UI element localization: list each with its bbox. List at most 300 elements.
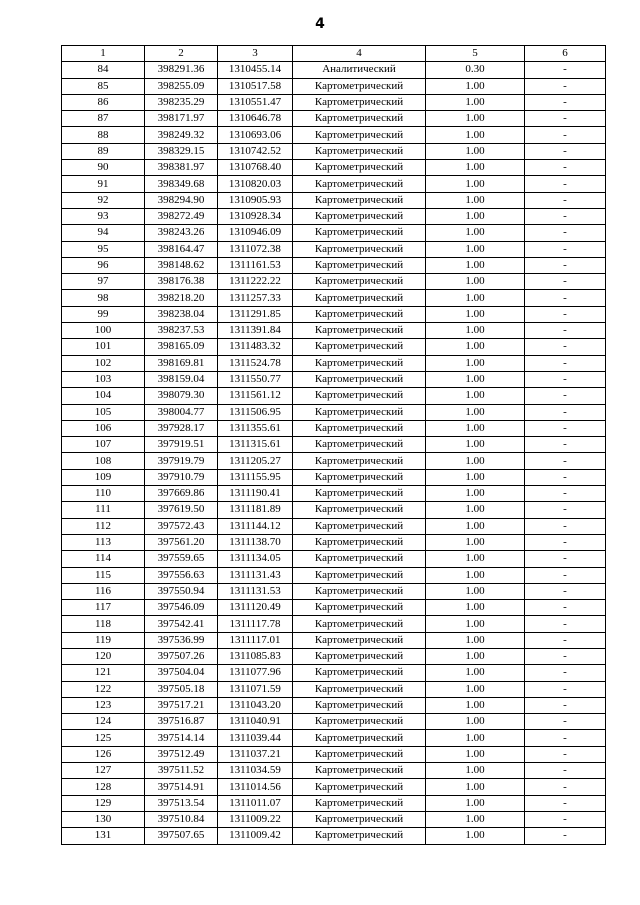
note-cell: -: [525, 811, 606, 827]
note-cell: -: [525, 616, 606, 632]
method-cell: Картометрический: [293, 111, 426, 127]
note-cell: -: [525, 306, 606, 322]
table-row: [62, 306, 606, 322]
table-row: [62, 355, 606, 371]
x-coordinate-cell: 398349.68: [145, 176, 218, 192]
table-row: [62, 616, 606, 632]
x-coordinate-cell: 398165.09: [145, 339, 218, 355]
note-cell: -: [525, 404, 606, 420]
method-cell: Картометрический: [293, 323, 426, 339]
coordinates-table: [61, 45, 606, 845]
accuracy-cell: 1.00: [426, 779, 525, 795]
y-coordinate-cell: 1310946.09: [218, 225, 293, 241]
accuracy-cell: 1.00: [426, 714, 525, 730]
method-cell: Картометрический: [293, 746, 426, 762]
y-coordinate-cell: 1311077.96: [218, 665, 293, 681]
y-coordinate-cell: 1310820.03: [218, 176, 293, 192]
accuracy-cell: 1.00: [426, 600, 525, 616]
point-number-cell: 105: [62, 404, 145, 420]
accuracy-cell: 1.00: [426, 160, 525, 176]
x-coordinate-cell: 398218.20: [145, 290, 218, 306]
note-cell: -: [525, 665, 606, 681]
method-cell: Картометрический: [293, 486, 426, 502]
x-coordinate-cell: 397619.50: [145, 502, 218, 518]
note-cell: -: [525, 697, 606, 713]
table-row: [62, 94, 606, 110]
accuracy-cell: 1.00: [426, 648, 525, 664]
column-header: 5: [426, 46, 525, 62]
accuracy-cell: 1.00: [426, 453, 525, 469]
accuracy-cell: 1.00: [426, 828, 525, 844]
y-coordinate-cell: 1311291.85: [218, 306, 293, 322]
method-cell: Картометрический: [293, 208, 426, 224]
y-coordinate-cell: 1311144.12: [218, 518, 293, 534]
accuracy-cell: 1.00: [426, 274, 525, 290]
y-coordinate-cell: 1311072.38: [218, 241, 293, 257]
accuracy-cell: 1.00: [426, 583, 525, 599]
accuracy-cell: 1.00: [426, 420, 525, 436]
y-coordinate-cell: 1311155.95: [218, 469, 293, 485]
note-cell: -: [525, 828, 606, 844]
x-coordinate-cell: 398243.26: [145, 225, 218, 241]
point-number-cell: 130: [62, 811, 145, 827]
table-row: [62, 127, 606, 143]
column-header: 2: [145, 46, 218, 62]
method-cell: Картометрический: [293, 763, 426, 779]
method-cell: Картометрический: [293, 257, 426, 273]
method-cell: Картометрический: [293, 225, 426, 241]
x-coordinate-cell: 398255.09: [145, 78, 218, 94]
note-cell: -: [525, 763, 606, 779]
page-number: 4: [315, 16, 325, 32]
column-header: 4: [293, 46, 426, 62]
y-coordinate-cell: 1311561.12: [218, 388, 293, 404]
table-row: [62, 208, 606, 224]
note-cell: -: [525, 127, 606, 143]
point-number-cell: 120: [62, 648, 145, 664]
table-row: [62, 274, 606, 290]
x-coordinate-cell: 398329.15: [145, 143, 218, 159]
point-number-cell: 126: [62, 746, 145, 762]
y-coordinate-cell: 1311117.01: [218, 632, 293, 648]
method-cell: Картометрический: [293, 600, 426, 616]
method-cell: Картометрический: [293, 404, 426, 420]
x-coordinate-cell: 397511.52: [145, 763, 218, 779]
table-row: [62, 681, 606, 697]
table-row: [62, 388, 606, 404]
point-number-cell: 113: [62, 534, 145, 550]
point-number-cell: 108: [62, 453, 145, 469]
point-number-cell: 97: [62, 274, 145, 290]
note-cell: -: [525, 502, 606, 518]
point-number-cell: 92: [62, 192, 145, 208]
table-row: [62, 779, 606, 795]
y-coordinate-cell: 1311131.53: [218, 583, 293, 599]
method-cell: Картометрический: [293, 502, 426, 518]
method-cell: Картометрический: [293, 437, 426, 453]
note-cell: -: [525, 779, 606, 795]
y-coordinate-cell: 1311257.33: [218, 290, 293, 306]
y-coordinate-cell: 1311524.78: [218, 355, 293, 371]
column-header: 1: [62, 46, 145, 62]
method-cell: Картометрический: [293, 241, 426, 257]
x-coordinate-cell: 397919.51: [145, 437, 218, 453]
point-number-cell: 103: [62, 371, 145, 387]
table-row: [62, 323, 606, 339]
x-coordinate-cell: 398294.90: [145, 192, 218, 208]
point-number-cell: 93: [62, 208, 145, 224]
y-coordinate-cell: 1311315.61: [218, 437, 293, 453]
method-cell: Картометрический: [293, 681, 426, 697]
note-cell: -: [525, 388, 606, 404]
note-cell: -: [525, 746, 606, 762]
y-coordinate-cell: 1311391.84: [218, 323, 293, 339]
point-number-cell: 110: [62, 486, 145, 502]
y-coordinate-cell: 1311134.05: [218, 551, 293, 567]
x-coordinate-cell: 397572.43: [145, 518, 218, 534]
accuracy-cell: 1.00: [426, 469, 525, 485]
method-cell: Картометрический: [293, 469, 426, 485]
note-cell: -: [525, 355, 606, 371]
note-cell: -: [525, 225, 606, 241]
y-coordinate-cell: 1310742.52: [218, 143, 293, 159]
method-cell: Картометрический: [293, 388, 426, 404]
x-coordinate-cell: 397546.09: [145, 600, 218, 616]
table-row: [62, 437, 606, 453]
y-coordinate-cell: 1310646.78: [218, 111, 293, 127]
note-cell: -: [525, 600, 606, 616]
x-coordinate-cell: 398171.97: [145, 111, 218, 127]
point-number-cell: 84: [62, 62, 145, 78]
table-row: [62, 339, 606, 355]
accuracy-cell: 1.00: [426, 78, 525, 94]
accuracy-cell: 1.00: [426, 616, 525, 632]
note-cell: -: [525, 160, 606, 176]
x-coordinate-cell: 398159.04: [145, 371, 218, 387]
accuracy-cell: 1.00: [426, 192, 525, 208]
method-cell: Картометрический: [293, 551, 426, 567]
point-number-cell: 127: [62, 763, 145, 779]
method-cell: Картометрический: [293, 143, 426, 159]
note-cell: -: [525, 241, 606, 257]
y-coordinate-cell: 1311037.21: [218, 746, 293, 762]
accuracy-cell: 1.00: [426, 176, 525, 192]
table-row: [62, 730, 606, 746]
accuracy-cell: 1.00: [426, 127, 525, 143]
y-coordinate-cell: 1311014.56: [218, 779, 293, 795]
method-cell: Картометрический: [293, 290, 426, 306]
y-coordinate-cell: 1311506.95: [218, 404, 293, 420]
y-coordinate-cell: 1310905.93: [218, 192, 293, 208]
x-coordinate-cell: 398079.30: [145, 388, 218, 404]
point-number-cell: 90: [62, 160, 145, 176]
accuracy-cell: 1.00: [426, 225, 525, 241]
x-coordinate-cell: 397561.20: [145, 534, 218, 550]
y-coordinate-cell: 1311071.59: [218, 681, 293, 697]
table-row: [62, 518, 606, 534]
accuracy-cell: 1.00: [426, 502, 525, 518]
x-coordinate-cell: 397507.65: [145, 828, 218, 844]
y-coordinate-cell: 1311355.61: [218, 420, 293, 436]
table-row: [62, 795, 606, 811]
accuracy-cell: 1.00: [426, 111, 525, 127]
method-cell: Картометрический: [293, 811, 426, 827]
y-coordinate-cell: 1311085.83: [218, 648, 293, 664]
y-coordinate-cell: 1311190.41: [218, 486, 293, 502]
method-cell: Картометрический: [293, 78, 426, 94]
x-coordinate-cell: 398381.97: [145, 160, 218, 176]
point-number-cell: 129: [62, 795, 145, 811]
accuracy-cell: 1.00: [426, 339, 525, 355]
point-number-cell: 106: [62, 420, 145, 436]
note-cell: -: [525, 323, 606, 339]
x-coordinate-cell: 397504.04: [145, 665, 218, 681]
note-cell: -: [525, 681, 606, 697]
y-coordinate-cell: 1311039.44: [218, 730, 293, 746]
table-row: [62, 632, 606, 648]
note-cell: -: [525, 518, 606, 534]
y-coordinate-cell: 1311222.22: [218, 274, 293, 290]
table-row: [62, 143, 606, 159]
accuracy-cell: 1.00: [426, 323, 525, 339]
x-coordinate-cell: 397514.14: [145, 730, 218, 746]
x-coordinate-cell: 397542.41: [145, 616, 218, 632]
point-number-cell: 88: [62, 127, 145, 143]
accuracy-cell: 1.00: [426, 486, 525, 502]
x-coordinate-cell: 398004.77: [145, 404, 218, 420]
table-row: [62, 551, 606, 567]
table-row: [62, 62, 606, 78]
note-cell: -: [525, 274, 606, 290]
table-row: [62, 811, 606, 827]
y-coordinate-cell: 1311205.27: [218, 453, 293, 469]
accuracy-cell: 1.00: [426, 437, 525, 453]
note-cell: -: [525, 583, 606, 599]
accuracy-cell: 1.00: [426, 746, 525, 762]
accuracy-cell: 1.00: [426, 534, 525, 550]
point-number-cell: 102: [62, 355, 145, 371]
y-coordinate-cell: 1310551.47: [218, 94, 293, 110]
x-coordinate-cell: 398291.36: [145, 62, 218, 78]
point-number-cell: 123: [62, 697, 145, 713]
accuracy-cell: 1.00: [426, 730, 525, 746]
accuracy-cell: 1.00: [426, 290, 525, 306]
point-number-cell: 86: [62, 94, 145, 110]
x-coordinate-cell: 397928.17: [145, 420, 218, 436]
note-cell: -: [525, 648, 606, 664]
table-row: [62, 453, 606, 469]
method-cell: Картометрический: [293, 665, 426, 681]
y-coordinate-cell: 1311181.89: [218, 502, 293, 518]
note-cell: -: [525, 567, 606, 583]
table-row: [62, 192, 606, 208]
point-number-cell: 91: [62, 176, 145, 192]
note-cell: -: [525, 420, 606, 436]
note-cell: -: [525, 714, 606, 730]
y-coordinate-cell: 1311040.91: [218, 714, 293, 730]
point-number-cell: 114: [62, 551, 145, 567]
table-row: [62, 763, 606, 779]
method-cell: Картометрический: [293, 176, 426, 192]
note-cell: -: [525, 78, 606, 94]
table-header-row: [62, 46, 606, 62]
table-row: [62, 714, 606, 730]
point-number-cell: 131: [62, 828, 145, 844]
point-number-cell: 100: [62, 323, 145, 339]
table-row: [62, 600, 606, 616]
accuracy-cell: 1.00: [426, 355, 525, 371]
note-cell: -: [525, 176, 606, 192]
accuracy-cell: 1.00: [426, 551, 525, 567]
method-cell: Картометрический: [293, 795, 426, 811]
point-number-cell: 122: [62, 681, 145, 697]
note-cell: -: [525, 62, 606, 78]
table-row: [62, 225, 606, 241]
y-coordinate-cell: 1310928.34: [218, 208, 293, 224]
x-coordinate-cell: 397510.84: [145, 811, 218, 827]
x-coordinate-cell: 397514.91: [145, 779, 218, 795]
note-cell: -: [525, 94, 606, 110]
note-cell: -: [525, 795, 606, 811]
note-cell: -: [525, 437, 606, 453]
method-cell: Картометрический: [293, 453, 426, 469]
table-row: [62, 371, 606, 387]
table-body: [62, 62, 606, 844]
y-coordinate-cell: 1311131.43: [218, 567, 293, 583]
accuracy-cell: 1.00: [426, 306, 525, 322]
point-number-cell: 111: [62, 502, 145, 518]
table-row: [62, 665, 606, 681]
point-number-cell: 104: [62, 388, 145, 404]
column-header: 3: [218, 46, 293, 62]
x-coordinate-cell: 398164.47: [145, 241, 218, 257]
method-cell: Картометрический: [293, 632, 426, 648]
accuracy-cell: 1.00: [426, 257, 525, 273]
point-number-cell: 124: [62, 714, 145, 730]
point-number-cell: 109: [62, 469, 145, 485]
point-number-cell: 98: [62, 290, 145, 306]
accuracy-cell: 1.00: [426, 795, 525, 811]
method-cell: Картометрический: [293, 583, 426, 599]
method-cell: Картометрический: [293, 567, 426, 583]
x-coordinate-cell: 398169.81: [145, 355, 218, 371]
accuracy-cell: 1.00: [426, 697, 525, 713]
note-cell: -: [525, 208, 606, 224]
table-row: [62, 469, 606, 485]
y-coordinate-cell: 1311117.78: [218, 616, 293, 632]
x-coordinate-cell: 397513.54: [145, 795, 218, 811]
x-coordinate-cell: 398176.38: [145, 274, 218, 290]
point-number-cell: 94: [62, 225, 145, 241]
method-cell: Картометрический: [293, 420, 426, 436]
x-coordinate-cell: 397512.49: [145, 746, 218, 762]
table-row: [62, 567, 606, 583]
point-number-cell: 96: [62, 257, 145, 273]
table-row: [62, 502, 606, 518]
y-coordinate-cell: 1311550.77: [218, 371, 293, 387]
method-cell: Картометрический: [293, 339, 426, 355]
y-coordinate-cell: 1310693.06: [218, 127, 293, 143]
table-row: [62, 746, 606, 762]
note-cell: -: [525, 290, 606, 306]
method-cell: Картометрический: [293, 648, 426, 664]
accuracy-cell: 1.00: [426, 518, 525, 534]
point-number-cell: 119: [62, 632, 145, 648]
accuracy-cell: 1.00: [426, 388, 525, 404]
accuracy-cell: 1.00: [426, 681, 525, 697]
note-cell: -: [525, 486, 606, 502]
point-number-cell: 87: [62, 111, 145, 127]
x-coordinate-cell: 397910.79: [145, 469, 218, 485]
x-coordinate-cell: 397505.18: [145, 681, 218, 697]
x-coordinate-cell: 397517.21: [145, 697, 218, 713]
method-cell: Картометрический: [293, 779, 426, 795]
table-row: [62, 697, 606, 713]
table-row: [62, 648, 606, 664]
point-number-cell: 118: [62, 616, 145, 632]
table-row: [62, 583, 606, 599]
x-coordinate-cell: 397516.87: [145, 714, 218, 730]
table-row: [62, 420, 606, 436]
accuracy-cell: 1.00: [426, 632, 525, 648]
note-cell: -: [525, 339, 606, 355]
method-cell: Картометрический: [293, 616, 426, 632]
method-cell: Картометрический: [293, 94, 426, 110]
point-number-cell: 85: [62, 78, 145, 94]
note-cell: -: [525, 453, 606, 469]
table-row: [62, 828, 606, 844]
point-number-cell: 117: [62, 600, 145, 616]
point-number-cell: 89: [62, 143, 145, 159]
table-row: [62, 241, 606, 257]
column-header: 6: [525, 46, 606, 62]
note-cell: -: [525, 632, 606, 648]
accuracy-cell: 1.00: [426, 94, 525, 110]
accuracy-cell: 1.00: [426, 567, 525, 583]
table-row: [62, 176, 606, 192]
method-cell: Картометрический: [293, 274, 426, 290]
method-cell: Аналитический: [293, 62, 426, 78]
note-cell: -: [525, 534, 606, 550]
note-cell: -: [525, 730, 606, 746]
method-cell: Картометрический: [293, 714, 426, 730]
x-coordinate-cell: 398237.53: [145, 323, 218, 339]
method-cell: Картометрический: [293, 127, 426, 143]
table-row: [62, 486, 606, 502]
accuracy-cell: 1.00: [426, 404, 525, 420]
y-coordinate-cell: 1311483.32: [218, 339, 293, 355]
table-row: [62, 257, 606, 273]
table-row: [62, 78, 606, 94]
y-coordinate-cell: 1311138.70: [218, 534, 293, 550]
y-coordinate-cell: 1311009.22: [218, 811, 293, 827]
table-row: [62, 111, 606, 127]
x-coordinate-cell: 398235.29: [145, 94, 218, 110]
point-number-cell: 115: [62, 567, 145, 583]
point-number-cell: 125: [62, 730, 145, 746]
accuracy-cell: 1.00: [426, 241, 525, 257]
method-cell: Картометрический: [293, 534, 426, 550]
y-coordinate-cell: 1311161.53: [218, 257, 293, 273]
method-cell: Картометрический: [293, 306, 426, 322]
method-cell: Картометрический: [293, 371, 426, 387]
y-coordinate-cell: 1311009.42: [218, 828, 293, 844]
point-number-cell: 101: [62, 339, 145, 355]
accuracy-cell: 1.00: [426, 143, 525, 159]
accuracy-cell: 1.00: [426, 763, 525, 779]
note-cell: -: [525, 192, 606, 208]
table-row: [62, 404, 606, 420]
